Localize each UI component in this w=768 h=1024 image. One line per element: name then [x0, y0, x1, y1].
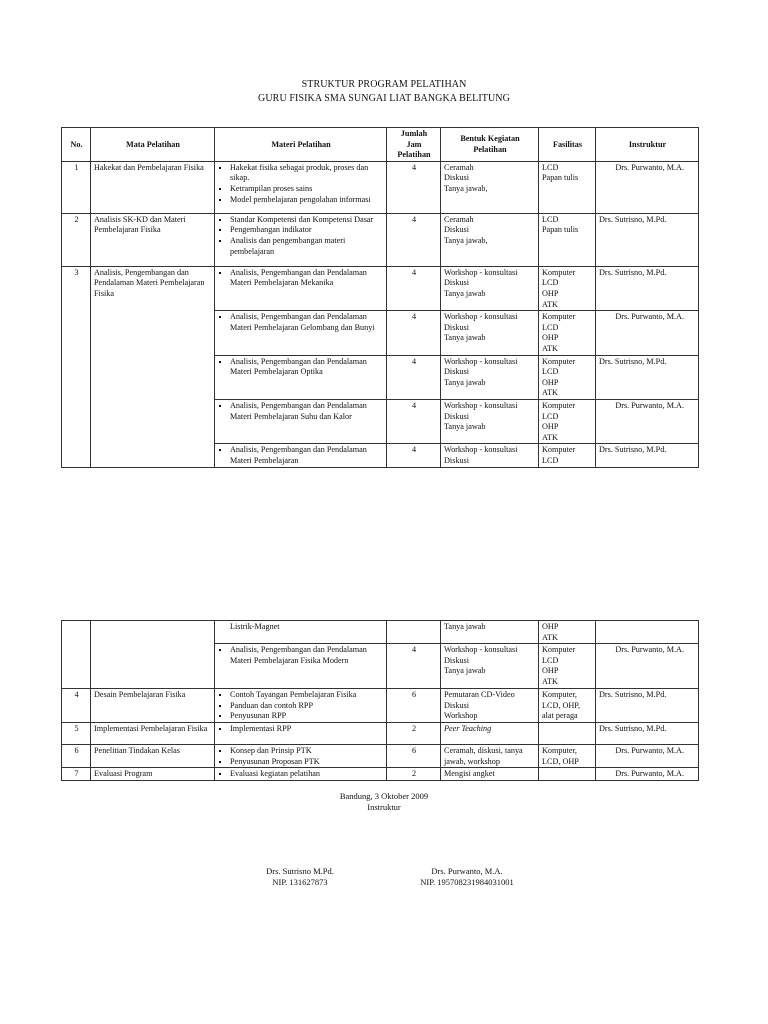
- cell-no: 2: [62, 213, 91, 266]
- cell-fasilitas: [539, 355, 596, 399]
- signer-nip: NIP. 131627873: [272, 877, 328, 887]
- cell-bentuk: [441, 266, 539, 310]
- line: Workshop - konsultasi: [444, 400, 518, 410]
- signature-right: [372, 866, 562, 888]
- line: Komputer: [542, 312, 576, 322]
- cell-fasilitas: [539, 744, 596, 767]
- cell-bentuk: [441, 644, 539, 689]
- list-item: ▪ Hakekat fisika sebagai produk, proses dan sikap.: [230, 163, 384, 184]
- cell-materi: [215, 722, 387, 744]
- title-line-2: GURU FISIKA SMA SUNGAI LIAT BANGKA BELITUNG: [258, 93, 510, 104]
- line: LCD: [542, 322, 559, 332]
- line: LCD: [542, 162, 559, 172]
- cell-instruktur: Drs. Sutrisno, M.Pd.: [596, 444, 699, 468]
- cell-bentuk: Peer Teaching: [441, 722, 539, 744]
- line: ATK: [542, 432, 558, 442]
- cell-instruktur: Drs. Sutrisno, M.Pd.: [596, 213, 699, 266]
- title-line-1: STRUKTUR PROGRAM PELATIHAN: [301, 79, 467, 90]
- cell-no: 4: [62, 689, 91, 723]
- list-item: ▪ Analisis, Pengembangan dan Pendalaman Materi Pembelajaran Gelombang dan Bunyi: [230, 312, 384, 333]
- table-row: [62, 768, 699, 781]
- signature-left: [210, 866, 390, 888]
- cell-no: 6: [62, 744, 91, 767]
- cell-jam: 4: [387, 311, 441, 355]
- cell-mata: Evaluasi Program: [91, 768, 215, 781]
- signer-nip: NIP. 195708231984031001: [420, 877, 514, 887]
- cell-jam: 6: [387, 744, 441, 767]
- header-bentuk-kegiatan: [441, 128, 539, 162]
- cell-bentuk: Ceramah, diskusi, tanya jawab, workshop: [441, 744, 539, 767]
- list-item: ▪ Panduan dan contoh RPP: [230, 701, 384, 712]
- document-title: [0, 78, 768, 106]
- list-item: ▪ Ketrampilan proses sains: [230, 184, 384, 195]
- line: LCD, OHP: [542, 756, 579, 766]
- header-jam-line: Jam: [406, 139, 422, 149]
- cell-bentuk: [441, 399, 539, 443]
- signer-name: Drs. Sutrisno M.Pd.: [266, 866, 334, 876]
- list-item: ▪ Konsep dan Prinsip PTK: [230, 746, 384, 757]
- line: Papan tulis: [542, 225, 579, 235]
- line: Tanya jawab: [444, 377, 486, 387]
- cell-materi: [215, 266, 387, 310]
- cell-jam: 4: [387, 213, 441, 266]
- cell-jam: 2: [387, 768, 441, 781]
- header-jam-line: Pelatihan: [397, 150, 431, 160]
- list-item: ▪ Penyusunan Proposan PTK: [230, 757, 384, 768]
- list-item: ▪ Implementasi RPP: [230, 724, 384, 735]
- cell-jam: 2: [387, 722, 441, 744]
- line: Tanya jawab,: [444, 183, 488, 193]
- cell-instruktur: Drs. Purwanto, M.A.: [596, 644, 699, 689]
- header-no: No.: [62, 128, 91, 162]
- cell-no: 5: [62, 722, 91, 744]
- cell-materi: [215, 689, 387, 723]
- cell-fasilitas: [539, 266, 596, 310]
- cell-mata: Implementasi Pembelajaran Fisika: [91, 722, 215, 744]
- cell-jam: 6: [387, 689, 441, 723]
- line: Listrik-Magnet: [230, 622, 280, 631]
- line: LCD: [542, 367, 559, 377]
- cell-fasilitas: [539, 311, 596, 355]
- line: Workshop - konsultasi: [444, 356, 518, 366]
- line: Diskusi: [444, 278, 470, 288]
- line: Workshop - konsultasi: [444, 445, 518, 455]
- table-row: [62, 722, 699, 744]
- cell-bentuk: [441, 444, 539, 468]
- cell-fasilitas: [539, 161, 596, 213]
- signer-role: Instruktur: [367, 802, 401, 812]
- cell-mata: Analisis SK-KD dan Materi Pembelajaran Fisika: [91, 213, 215, 266]
- cell-instruktur: Drs. Purwanto, M.A.: [596, 768, 699, 781]
- cell-fasilitas: [539, 444, 596, 468]
- cell-bentuk: Tanya jawab: [441, 621, 539, 644]
- list-item: ▪ Analisis, Pengembangan dan Pendalaman Materi Pembelajaran Fisika Modern: [230, 645, 384, 666]
- line: LCD, OHP,: [542, 700, 580, 710]
- cell-fasilitas: [539, 399, 596, 443]
- cell-bentuk: [441, 311, 539, 355]
- cell-no: 3: [62, 266, 91, 468]
- table-row: [62, 689, 699, 723]
- cell-jam: 4: [387, 161, 441, 213]
- line: LCD: [542, 455, 559, 465]
- header-materi-pelatihan: Materi Pelatihan: [215, 128, 387, 162]
- program-table-page-1: [61, 127, 699, 468]
- line: Tanya jawab: [444, 288, 486, 298]
- table-row: [62, 266, 699, 310]
- line: Tanya jawab,: [444, 235, 488, 245]
- cell-fasilitas: [539, 689, 596, 723]
- cell-materi: [215, 444, 387, 468]
- list-item: ▪ Contoh Tayangan Pembelajaran Fisika: [230, 690, 384, 701]
- cell-jam: 4: [387, 266, 441, 310]
- cell-instruktur: Drs. Sutrisno, M.Pd.: [596, 355, 699, 399]
- line: Komputer: [542, 445, 576, 455]
- line: Diskusi: [444, 411, 470, 421]
- cell-materi: [215, 644, 387, 689]
- line: Diskusi: [444, 655, 470, 665]
- line: ATK: [542, 632, 558, 642]
- header-instruktur: Instruktur: [596, 128, 699, 162]
- cell-instruktur: Drs. Purwanto, M.A.: [596, 744, 699, 767]
- cell-no: 7: [62, 768, 91, 781]
- line: Tanya jawab: [444, 422, 486, 432]
- cell-fasilitas: [539, 722, 596, 744]
- line: Pemutaran CD-Video: [444, 690, 515, 700]
- list-item: ▪ Analisis, Pengembangan dan Pendalaman Materi Pembelajaran Optika: [230, 357, 384, 378]
- list-item: ▪ Standar Kompetensi dan Kompetensi Dasar: [230, 215, 384, 226]
- line: Diskusi: [444, 700, 470, 710]
- cell-materi: [215, 213, 387, 266]
- table-header-row: [62, 128, 699, 162]
- cell-materi: [215, 355, 387, 399]
- line: Papan tulis: [542, 173, 579, 183]
- cell-no: 1: [62, 161, 91, 213]
- line: LCD: [542, 278, 559, 288]
- line: Workshop - konsultasi: [444, 267, 518, 277]
- line: Diskusi: [444, 455, 470, 465]
- program-table-page-2: [61, 620, 699, 781]
- line: OHP: [542, 666, 559, 676]
- cell-fasilitas: [539, 644, 596, 689]
- list-item: ▪ Model pembelajaran pengolahan informasi: [230, 195, 384, 206]
- cell-jam: 4: [387, 399, 441, 443]
- header-jam-line: Jumlah: [400, 129, 428, 138]
- header-fasilitas: Fasilitas: [539, 128, 596, 162]
- cell-instruktur: Drs. Purwanto, M.A.: [596, 161, 699, 213]
- cell-materi: [215, 768, 387, 781]
- place-date-block: [284, 791, 484, 813]
- line: Workshop - konsultasi: [444, 312, 518, 322]
- line: Komputer: [542, 356, 576, 366]
- header-bentuk-line: Pelatihan: [473, 144, 507, 154]
- line: ATK: [542, 343, 558, 353]
- cell-mata: Analisis, Pengembangan dan Pendalaman Materi Pembelajaran Fisika: [91, 266, 215, 468]
- cell-instruktur: Drs. Purwanto, M.A.: [596, 311, 699, 355]
- cell-fasilitas: [539, 621, 596, 644]
- cell-materi: [215, 161, 387, 213]
- line: LCD: [542, 411, 559, 421]
- cell-bentuk: [441, 689, 539, 723]
- cell-instruktur: [596, 621, 699, 644]
- signer-name: Drs. Purwanto, M.A.: [431, 866, 503, 876]
- line: ATK: [542, 388, 558, 398]
- line: Diskusi: [444, 173, 470, 183]
- line: alat peraga: [542, 711, 578, 721]
- list-item: ▪ Analisis, Pengembangan dan Pendalaman Materi Pembelajaran Mekanika: [230, 268, 384, 289]
- line: OHP: [542, 377, 559, 387]
- cell-jam: [387, 621, 441, 644]
- table-row: [62, 744, 699, 767]
- list-item: ▪ Analisis, Pengembangan dan Pendalaman Materi Pembelajaran: [230, 445, 384, 466]
- cell-instruktur: Drs. Purwanto, M.A.: [596, 399, 699, 443]
- cell-instruktur: Drs. Sutrisno, M.Pd.: [596, 266, 699, 310]
- line: Ceramah: [444, 162, 474, 172]
- cell-mata: Desain Pembelajaran Fisika: [91, 689, 215, 723]
- line: Workshop: [444, 711, 478, 721]
- cell-bentuk: [441, 213, 539, 266]
- header-mata-pelatihan: Mata Pelatihan: [91, 128, 215, 162]
- cell-materi: [215, 744, 387, 767]
- list-item: ▪ Pengembangan indikator: [230, 225, 384, 236]
- line: Workshop - konsultasi: [444, 645, 518, 655]
- line: Diskusi: [444, 322, 470, 332]
- cell-jam: 4: [387, 644, 441, 689]
- line: Komputer,: [542, 690, 577, 700]
- cell-bentuk: Mengisi angket: [441, 768, 539, 781]
- line: ATK: [542, 299, 558, 309]
- cell-mata: [91, 621, 215, 689]
- cell-jam: 4: [387, 444, 441, 468]
- line: LCD: [542, 214, 559, 224]
- cell-bentuk: [441, 355, 539, 399]
- line: OHP: [542, 288, 559, 298]
- line: Diskusi: [444, 367, 470, 377]
- line: Diskusi: [444, 225, 470, 235]
- line: Komputer,: [542, 745, 577, 755]
- table-row: [62, 621, 699, 644]
- table-row: [62, 213, 699, 266]
- cell-instruktur: Drs. Sutrisno, M.Pd.: [596, 722, 699, 744]
- line: OHP: [542, 622, 559, 631]
- header-bentuk-line: Bentuk Kegiatan: [460, 134, 520, 144]
- list-item: ▪ Evaluasi kegiatan pelatihan: [230, 769, 384, 780]
- cell-materi: [215, 399, 387, 443]
- header-jumlah-jam: [387, 128, 441, 162]
- cell-instruktur: Drs. Sutrisno, M.Pd.: [596, 689, 699, 723]
- cell-no: [62, 621, 91, 689]
- line: OHP: [542, 333, 559, 343]
- table-row: [62, 161, 699, 213]
- list-item: ▪ Penyusunan RPP: [230, 711, 384, 722]
- cell-jam: 4: [387, 355, 441, 399]
- cell-fasilitas: [539, 768, 596, 781]
- cell-mata: Penelitian Tindakan Kelas: [91, 744, 215, 767]
- cell-fasilitas: [539, 213, 596, 266]
- line: LCD: [542, 655, 559, 665]
- line: Komputer: [542, 267, 576, 277]
- line: Komputer: [542, 400, 576, 410]
- cell-mata: Hakekat dan Pembelajaran Fisika: [91, 161, 215, 213]
- cell-materi: [215, 311, 387, 355]
- line: Ceramah: [444, 214, 474, 224]
- cell-bentuk: [441, 161, 539, 213]
- list-item: ▪ Analisis dan pengembangan materi pembelajaran: [230, 236, 384, 257]
- list-item: ▪ Analisis, Pengembangan dan Pendalaman Materi Pembelajaran Suhu dan Kalor: [230, 401, 384, 422]
- line: Komputer: [542, 645, 576, 655]
- line: Tanya jawab: [444, 666, 486, 676]
- place-date: Bandung, 3 Oktober 2009: [339, 791, 429, 801]
- line: Tanya jawab: [444, 333, 486, 343]
- cell-materi: [215, 621, 387, 644]
- line: ATK: [542, 676, 558, 686]
- line: OHP: [542, 422, 559, 432]
